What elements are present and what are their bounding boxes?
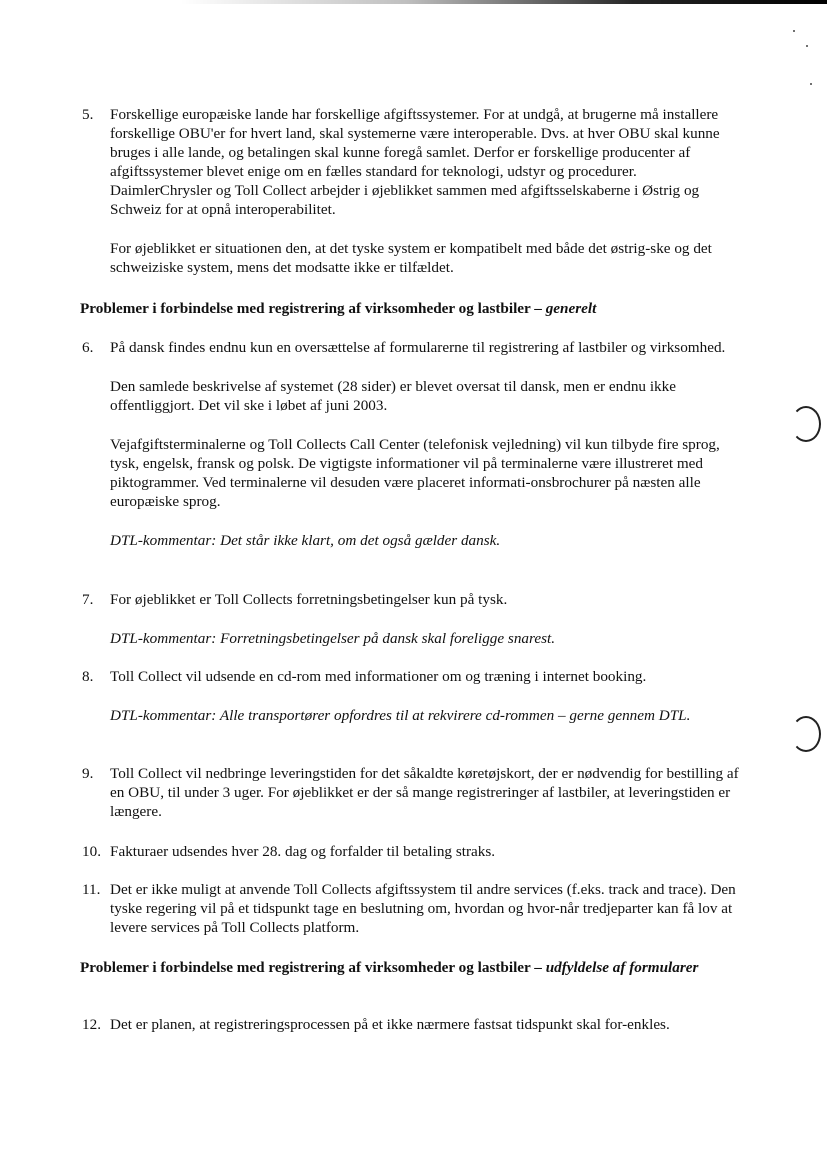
paragraph: Toll Collect vil nedbringe leveringstiden for det såkaldte køretøjskort, der er nødvendig for bestilling af en OBU, til under 3 uger. For øjeblikket er der så mange registreringer af lastbiler, at leveringstiden er længere. bbox=[110, 765, 739, 820]
item-number: 12. bbox=[82, 1016, 101, 1033]
item-number: 11. bbox=[82, 881, 101, 898]
dtl-comment: DTL-kommentar: Alle transportører opfordres til at rekvirere cd-rommen – gerne gennem DTL. bbox=[110, 707, 691, 724]
scan-speck bbox=[810, 83, 812, 85]
punch-hole-mark bbox=[791, 406, 821, 442]
item-number: 6. bbox=[82, 339, 94, 356]
item-number: 5. bbox=[82, 106, 94, 123]
list-item-7 bbox=[82, 590, 742, 648]
paragraph: For øjeblikket er Toll Collects forretningsbetingelser kun på tysk. bbox=[110, 591, 508, 608]
punch-hole-mark bbox=[791, 716, 821, 752]
scan-speck bbox=[793, 30, 795, 32]
item-number: 7. bbox=[82, 591, 94, 608]
list-item-5 bbox=[82, 105, 742, 277]
list-item-11 bbox=[82, 880, 742, 937]
dtl-comment: DTL-kommentar: Forretningsbetingelser på dansk skal foreligge snarest. bbox=[110, 630, 556, 647]
paragraph: Vejafgiftsterminalerne og Toll Collects Call Center (telefonisk vejledning) vil kun tilbyde fire sprog, tysk, engelsk, fransk og polsk. De vigtigste informationer vil på terminalerne være illustreret med piktogrammer. Ved terminalerne vil desuden være placeret informati-onsbrochurer på næsten alle europæiske sprog. bbox=[110, 436, 720, 510]
section-heading: Problemer i forbindelse med registrering af virksomheder og lastbiler – generelt bbox=[80, 300, 597, 317]
list-item-8 bbox=[82, 667, 742, 725]
list-item-6 bbox=[82, 338, 742, 550]
list-item-10 bbox=[82, 842, 742, 861]
paragraph: På dansk findes endnu kun en oversættelse af formularerne til registrering af lastbiler og virksomhed. bbox=[110, 339, 726, 356]
paragraph: For øjeblikket er situationen den, at det tyske system er kompatibelt med både det østrig-ske og det schweiziske system, mens det modsatte ikke er tilfældet. bbox=[110, 240, 712, 276]
list-item-12 bbox=[82, 1015, 692, 1034]
dtl-comment: DTL-kommentar: Det står ikke klart, om det også gælder dansk. bbox=[110, 532, 501, 549]
paragraph: Toll Collect vil udsende en cd-rom med informationer om og træning i internet booking. bbox=[110, 668, 647, 685]
paragraph: Det er ikke muligt at anvende Toll Collects afgiftssystem til andre services (f.eks. track and trace). Den tyske regering vil på et tidspunkt tage en beslutning om, hvordan og hvor-når tredjeparter kan få lov at levere services på Toll Collects platform. bbox=[110, 881, 736, 936]
paragraph: Fakturaer udsendes hver 28. dag og forfalder til betaling straks. bbox=[110, 843, 496, 860]
paragraph: Forskellige europæiske lande har forskellige afgiftssystemer. For at undgå, at brugerne må installere forskellige OBU'er for hvert land, skal systemerne være interoperable. Dvs. at hver OBU skal kunne bruges i alle lande, og betalingen skal kunne foregå samlet. Derfor er forskellige producenter af afgiftssystemer blevet enige om en fælles standard for teknologi, udstyr og procedurer. DaimlerChrysler og Toll Collect arbejder i øjeblikket sammen med afgiftsselskaberne i Østrig og Schweiz for at opnå interoperabilitet. bbox=[110, 106, 720, 218]
scan-edge-shadow bbox=[180, 0, 827, 4]
item-number: 10. bbox=[82, 843, 101, 860]
paragraph: Det er planen, at registreringsprocessen på et ikke nærmere fastsat tidspunkt skal for-enkles. bbox=[110, 1016, 670, 1033]
item-number: 9. bbox=[82, 765, 94, 782]
paragraph: Den samlede beskrivelse af systemet (28 sider) er blevet oversat til dansk, men er endnu ikke offentliggjort. Det vil ske i løbet af juni 2003. bbox=[110, 378, 676, 414]
list-item-9 bbox=[82, 764, 742, 821]
scan-speck bbox=[806, 45, 808, 47]
section-heading: Problemer i forbindelse med registrering af virksomheder og lastbiler – udfyldelse af formularer bbox=[80, 959, 699, 976]
item-number: 8. bbox=[82, 668, 94, 685]
